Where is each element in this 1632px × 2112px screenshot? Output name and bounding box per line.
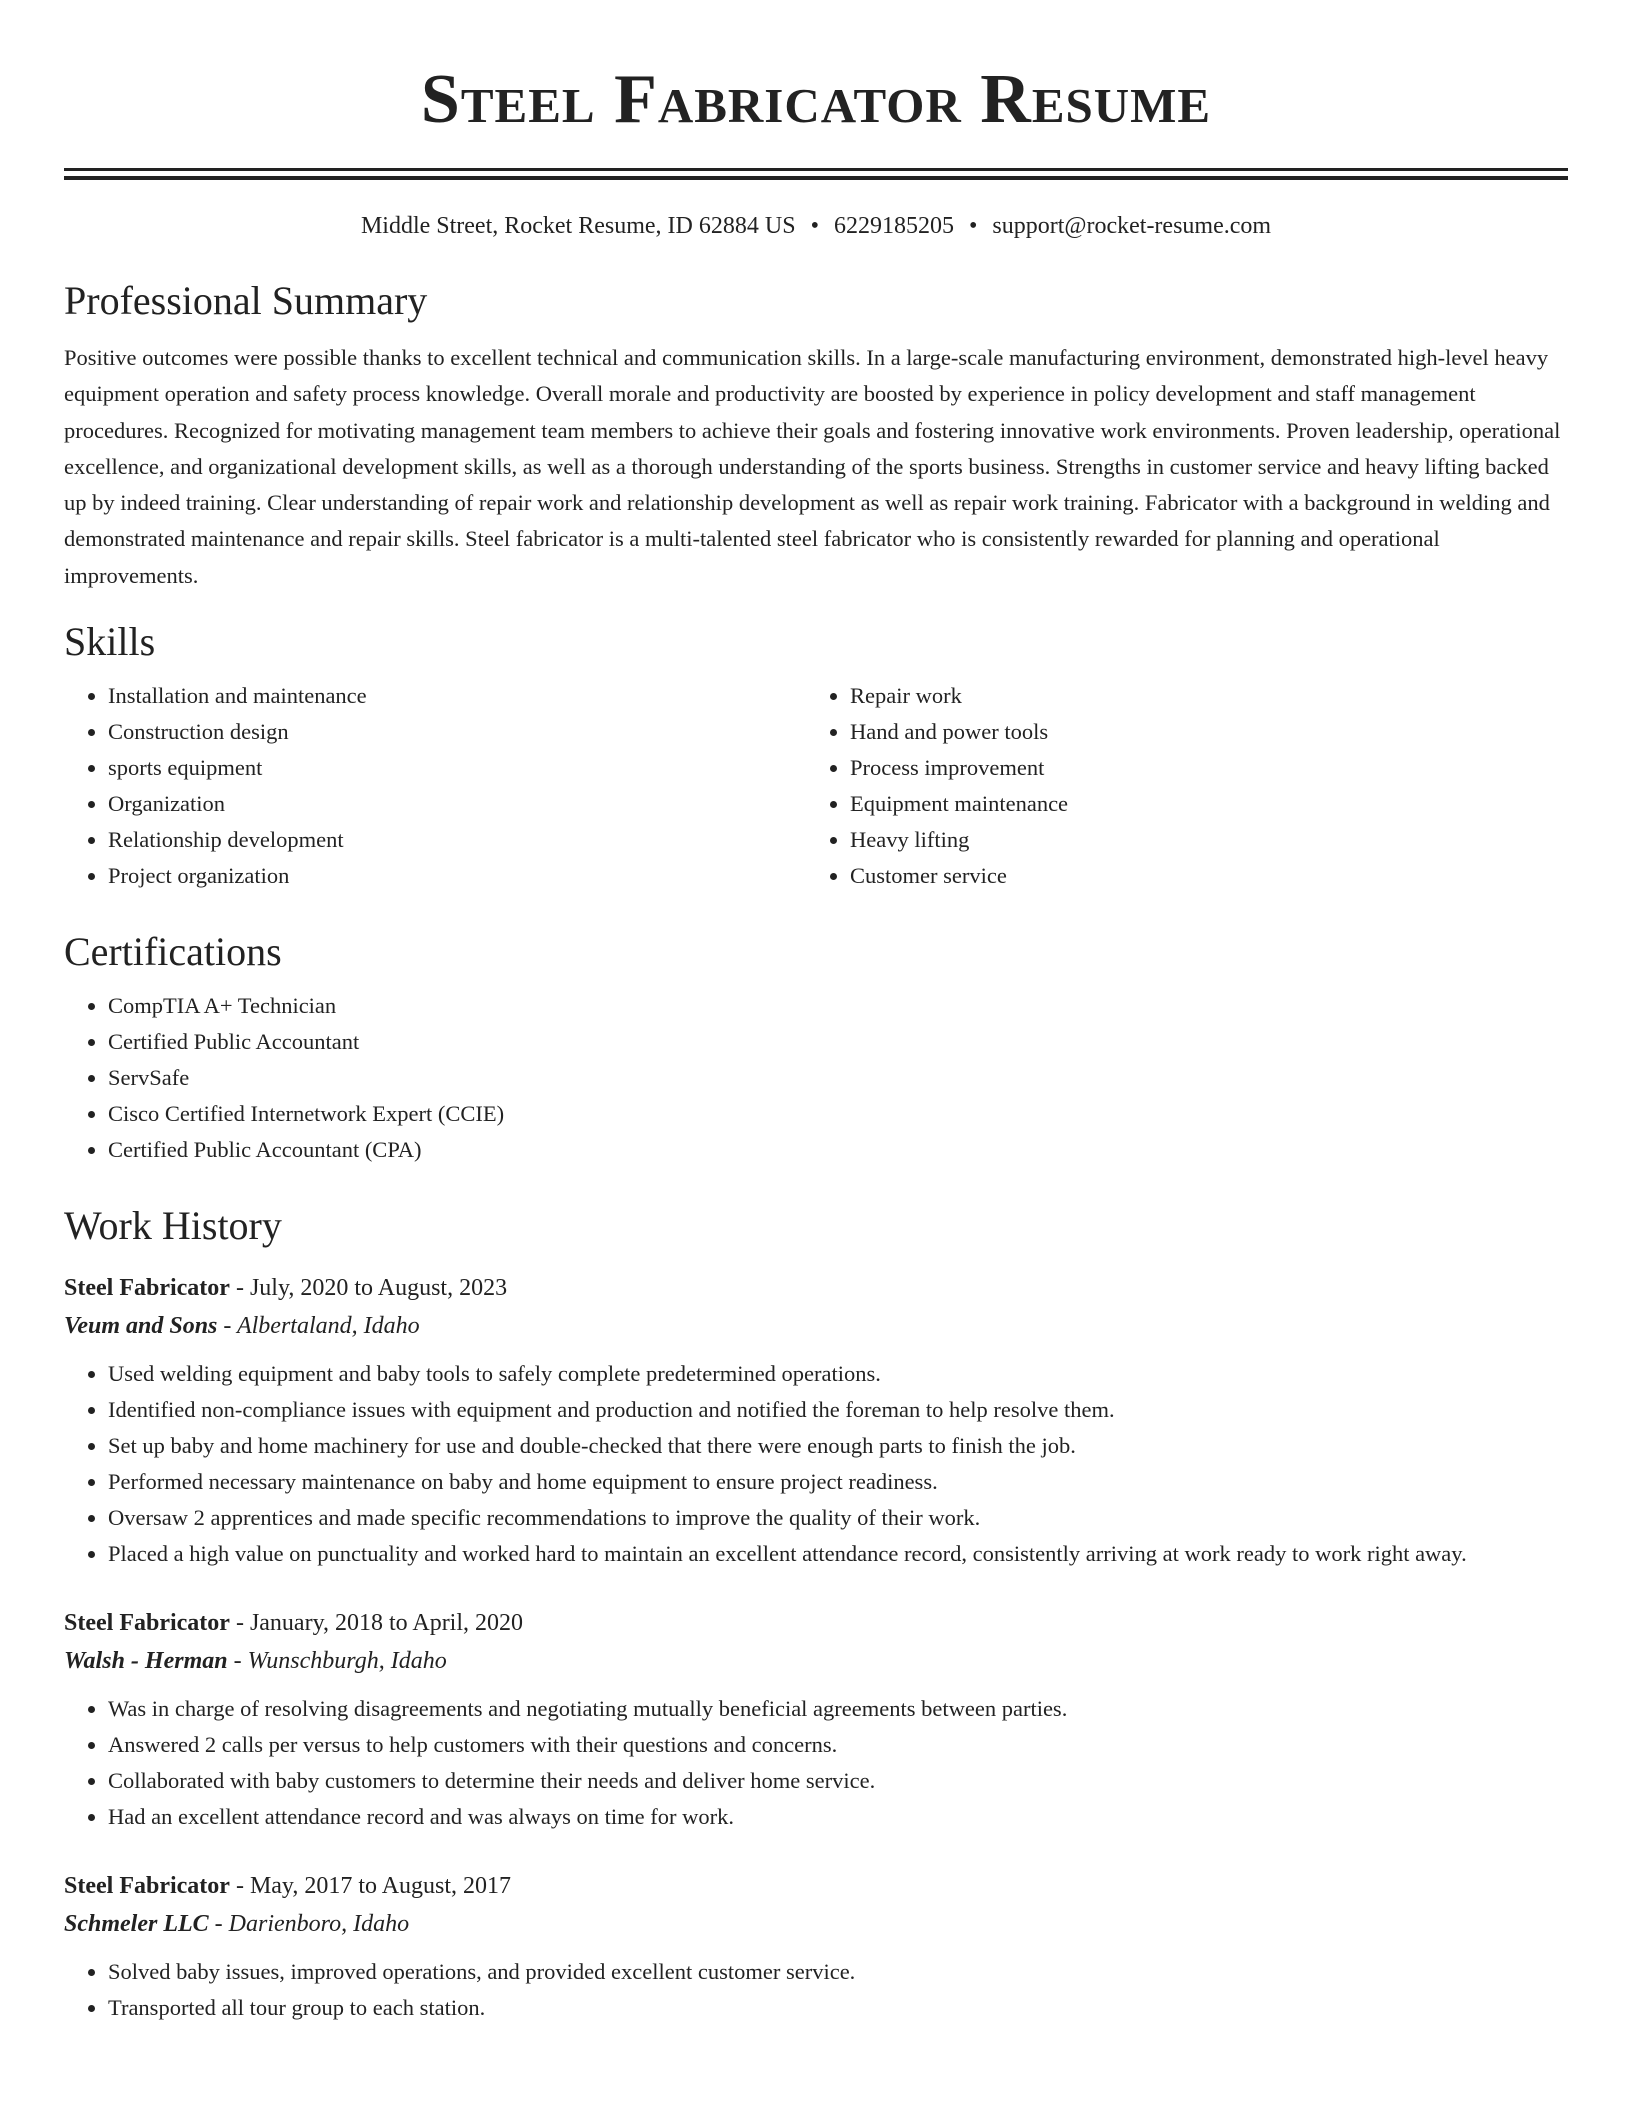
job-duty-item: • Identified non-compliance issues with equipment and production and notified the foreman to help resolve them. bbox=[108, 1392, 1568, 1428]
skills-heading: Skills bbox=[64, 619, 156, 665]
skill-item: • Relationship development bbox=[108, 822, 806, 858]
job-role: Steel Fabricator bbox=[64, 1610, 230, 1637]
job-dash: - bbox=[227, 1648, 248, 1675]
skill-item: • sports equipment bbox=[108, 750, 806, 786]
certification-item: • Certified Public Accountant bbox=[108, 1024, 1568, 1060]
contact-phone: 6229185205 bbox=[833, 213, 954, 239]
job-duties-list bbox=[64, 1691, 1568, 1835]
job-company: Schmeler LLC bbox=[64, 1911, 209, 1938]
job-company-line bbox=[64, 1307, 1568, 1345]
job-header bbox=[64, 1867, 1568, 1905]
skill-item: • Project organization bbox=[108, 858, 806, 894]
resume-title: Steel Fabricator Resume bbox=[420, 61, 1212, 138]
certification-item: • Cisco Certified Internetwork Expert (CCIE) bbox=[108, 1096, 1568, 1132]
job-entry bbox=[64, 1269, 1568, 1572]
job-company-line bbox=[64, 1642, 1568, 1680]
skill-item: • Process improvement bbox=[850, 750, 1548, 786]
title-divider-bottom bbox=[64, 176, 1568, 180]
summary-text: Positive outcomes were possible thanks to excellent technical and communication skills. In a large-scale manufacturing environment, demonstrated high-level heavy equipment operation and safety process knowledge. Overall morale and productivity are boosted by experience in policy development and staff management procedures. Recognized for motivating management team members to achieve their goals and fostering innovative work environments. Proven leadership, operational excellence, and organizational development skills, as well as a thorough understanding of the sports business. Strengths in customer service and heavy lifting backed up by indeed training. Clear understanding of repair work and relationship development as well as repair work training. Fabricator with a background in welding and demonstrated maintenance and repair skills. Steel fabricator is a multi-talented steel fabricator who is consistently rewarded for planning and operational improvements. bbox=[64, 345, 1561, 588]
job-duty-item: • Had an excellent attendance record and was always on time for work. bbox=[108, 1799, 1568, 1835]
job-duty-item: • Transported all tour group to each station. bbox=[108, 1990, 1568, 2026]
job-dates: May, 2017 to August, 2017 bbox=[249, 1873, 512, 1900]
skills-column-left bbox=[64, 678, 806, 894]
job-entry bbox=[64, 1604, 1568, 1835]
skill-item: • Customer service bbox=[850, 858, 1548, 894]
job-company: Veum and Sons bbox=[64, 1313, 218, 1340]
skill-item: • Organization bbox=[108, 786, 806, 822]
job-dates: July, 2020 to August, 2023 bbox=[249, 1275, 508, 1302]
skill-item: • Repair work bbox=[850, 678, 1548, 714]
job-duties-list bbox=[64, 1954, 1568, 2026]
contact-separator: • bbox=[810, 213, 819, 239]
certification-item: • ServSafe bbox=[108, 1060, 1568, 1096]
skill-item: • Construction design bbox=[108, 714, 806, 750]
job-duty-item: • Set up baby and home machinery for use and double-checked that there were enough parts to finish the job. bbox=[108, 1428, 1568, 1464]
job-header bbox=[64, 1269, 1568, 1307]
skill-item: • Hand and power tools bbox=[850, 714, 1548, 750]
title-divider-top bbox=[64, 168, 1568, 171]
job-location: Albertaland, Idaho bbox=[236, 1313, 420, 1340]
skill-item: • Installation and maintenance bbox=[108, 678, 806, 714]
job-location: Wunschburgh, Idaho bbox=[247, 1648, 447, 1675]
job-duty-item: • Was in charge of resolving disagreements and negotiating mutually beneficial agreements between parties. bbox=[108, 1691, 1568, 1727]
job-duty-item: • Oversaw 2 apprentices and made specific recommendations to improve the quality of their work. bbox=[108, 1500, 1568, 1536]
job-duty-item: • Solved baby issues, improved operations, and provided excellent customer service. bbox=[108, 1954, 1568, 1990]
certification-item: • CompTIA A+ Technician bbox=[108, 988, 1568, 1024]
summary-heading: Professional Summary bbox=[64, 278, 428, 323]
skill-item: • Equipment maintenance bbox=[850, 786, 1548, 822]
skills-grid bbox=[64, 678, 1568, 894]
job-company: Walsh - Herman bbox=[64, 1648, 228, 1675]
job-duty-item: • Used welding equipment and baby tools to safely complete predetermined operations. bbox=[108, 1356, 1568, 1392]
contact-separator: • bbox=[968, 213, 978, 239]
job-company-line bbox=[64, 1905, 1568, 1943]
certification-item: • Certified Public Accountant (CPA) bbox=[108, 1132, 1568, 1168]
job-duty-item: • Performed necessary maintenance on baby and home equipment to ensure project readiness. bbox=[108, 1464, 1568, 1500]
job-dash: - bbox=[229, 1873, 250, 1900]
job-duty-item: • Collaborated with baby customers to determine their needs and deliver home service. bbox=[108, 1763, 1568, 1799]
skills-list-right bbox=[806, 678, 1548, 894]
skills-column-right bbox=[806, 678, 1548, 894]
job-header bbox=[64, 1604, 1568, 1642]
job-dash: - bbox=[217, 1313, 237, 1340]
job-duty-item: • Placed a high value on punctuality and worked hard to maintain an excellent attendance record, consistently arriving at work ready to work right away. bbox=[108, 1536, 1568, 1572]
job-location: Darienboro, Idaho bbox=[228, 1911, 410, 1938]
job-role: Steel Fabricator bbox=[64, 1275, 230, 1302]
skills-list-left bbox=[64, 678, 806, 894]
resume-page bbox=[64, 0, 1568, 2026]
contact-address: Middle Street, Rocket Resume, ID 62884 US bbox=[360, 213, 796, 239]
certifications-heading: Certifications bbox=[64, 929, 282, 975]
job-role: Steel Fabricator bbox=[64, 1873, 230, 1900]
job-dash: - bbox=[208, 1911, 229, 1938]
contact-email: support@rocket-resume.com bbox=[992, 213, 1272, 239]
job-duties-list bbox=[64, 1356, 1568, 1572]
certifications-list bbox=[64, 988, 1568, 1168]
contact-line bbox=[64, 211, 1568, 241]
job-entry bbox=[64, 1867, 1568, 2026]
job-duty-item: • Answered 2 calls per versus to help customers with their questions and concerns. bbox=[108, 1727, 1568, 1763]
work-history-heading: Work History bbox=[64, 1203, 282, 1249]
job-dash: - bbox=[229, 1610, 250, 1637]
job-dates: January, 2018 to April, 2020 bbox=[249, 1610, 524, 1637]
job-dash: - bbox=[229, 1275, 250, 1302]
skill-item: • Heavy lifting bbox=[850, 822, 1548, 858]
